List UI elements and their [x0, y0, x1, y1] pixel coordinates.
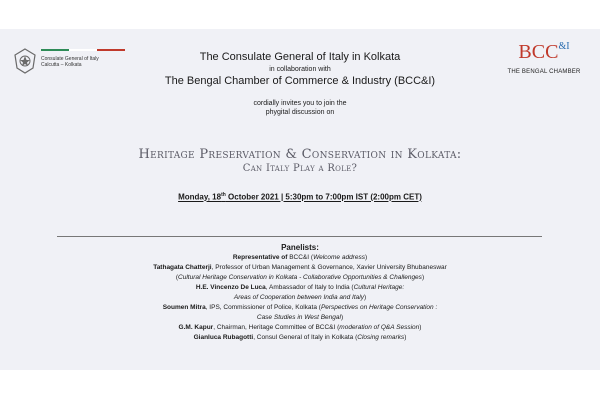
- panelist-name: Representative of: [232, 254, 288, 261]
- consulate-logo-line2: Calcutta – Kolkata: [41, 62, 82, 68]
- panelists-heading: Panelists:: [281, 243, 319, 252]
- panelist-role: , Consul General of Italy in Kolkata (: [253, 334, 358, 341]
- invitation-card: [0, 29, 600, 370]
- date-rest: October 2021 | 5:30pm to 7:00pm IST (2:00pm CET): [225, 192, 422, 202]
- panelist-note: Perspectives on Heritage Conservation :: [320, 304, 438, 311]
- panelist-line: [0, 324, 600, 332]
- panelist-note: Areas of Cooperation between India and Italy: [233, 294, 364, 301]
- panelist-name: Soumen Mitra: [162, 304, 206, 311]
- event-date-time: [0, 190, 600, 203]
- panelist-line: [0, 304, 600, 312]
- date-suffix: th: [221, 192, 226, 198]
- panelist-note: Cultural Heritage Conservation in Kolkata - Collaborative Opportunities & Challenges: [178, 274, 422, 281]
- panelist-line: [0, 254, 600, 262]
- panelist-role: BCC&I (: [287, 254, 314, 261]
- invite-line-2: phygital discussion on: [265, 109, 335, 116]
- invite-line-1: cordially invites you to join the: [253, 100, 347, 107]
- host-line: The Consulate General of Italy in Kolkata: [199, 51, 401, 63]
- panelist-note: moderation of Q&A Session: [339, 324, 420, 331]
- panelist-note: Welcome address: [313, 254, 365, 261]
- panelist-end: ): [421, 274, 425, 281]
- event-title: Heritage Preservation & Conservation in Kolkata:: [138, 147, 462, 162]
- panelist-role: , Professor of Urban Management & Governance, Xavier University Bhubaneswar: [211, 264, 447, 271]
- section-divider: [57, 236, 542, 237]
- panelist-note: Case Studies in West Bengal: [256, 314, 341, 321]
- panelist-line: [0, 334, 600, 342]
- panelist-name: Gianluca Rubagotti: [193, 334, 254, 341]
- panelist-name: H.E. Vincenzo De Luca: [195, 284, 266, 291]
- bcc-mark-sup: &I: [558, 41, 570, 52]
- bcc-logo-subtitle: THE BENGAL CHAMBER: [507, 69, 581, 75]
- panelist-line: [0, 314, 600, 322]
- panelist-name: G.M. Kapur: [178, 324, 214, 331]
- panelist-role: , Chairman, Heritage Committee of BCC&I (: [213, 324, 340, 331]
- panelist-name: Tathagata Chatterji: [153, 264, 212, 271]
- panelist-note: Cultural Heritage:: [353, 284, 405, 291]
- panelist-end: ): [364, 254, 368, 261]
- partner-line: The Bengal Chamber of Commerce & Industry (BCC&I): [164, 75, 436, 87]
- date-day: Monday, 18: [178, 192, 222, 202]
- consulate-logo-line1: Consulate General of Italy: [41, 56, 99, 62]
- panelist-line: [0, 294, 600, 302]
- panelist-note: Closing remarks: [357, 334, 405, 341]
- panelist-line: [0, 264, 600, 272]
- panelist-role: (: [175, 274, 179, 281]
- panelist-end: ): [340, 314, 344, 321]
- panelist-role: , Ambassador of Italy to India (: [265, 284, 354, 291]
- bcc-mark-text: BCC: [518, 41, 559, 63]
- collab-line: in collaboration with: [269, 66, 331, 73]
- panelist-role: , IPS, Commissioner of Police, Kolkata (: [205, 304, 321, 311]
- panelist-end: ): [404, 334, 407, 341]
- panelist-end: ): [363, 294, 367, 301]
- panelist-line: [0, 284, 600, 292]
- event-subtitle: Can Italy Play a Role?: [242, 163, 358, 174]
- panelist-line: [0, 274, 600, 282]
- panelist-end: ): [419, 324, 422, 331]
